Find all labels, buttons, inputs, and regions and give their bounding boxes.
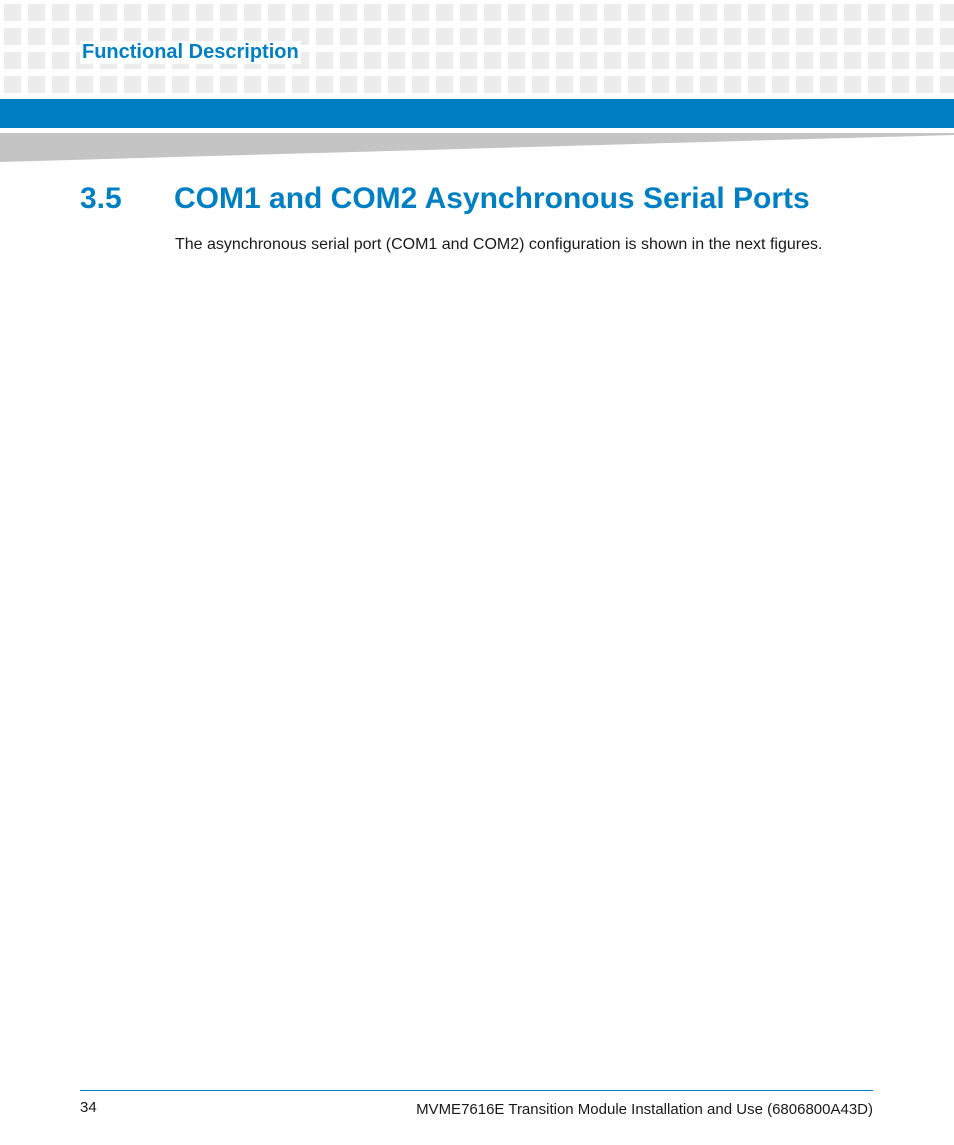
header-gray-wedge xyxy=(0,130,954,164)
section-heading xyxy=(80,182,810,216)
section-title: COM1 and COM2 Asynchronous Serial Ports xyxy=(174,182,810,215)
running-section-title: Functional Description xyxy=(82,41,299,63)
body-paragraph: The asynchronous serial port (COM1 and COM2) configuration is shown in the next figures. xyxy=(175,236,823,253)
section-number: 3.5 xyxy=(80,182,122,215)
footer-rule xyxy=(80,1090,873,1091)
page-number: 34 xyxy=(80,1099,97,1116)
header-blue-bar xyxy=(0,99,954,128)
footer-document-title: MVME7616E Transition Module Installation and Use (6806800A43D) xyxy=(416,1101,873,1118)
